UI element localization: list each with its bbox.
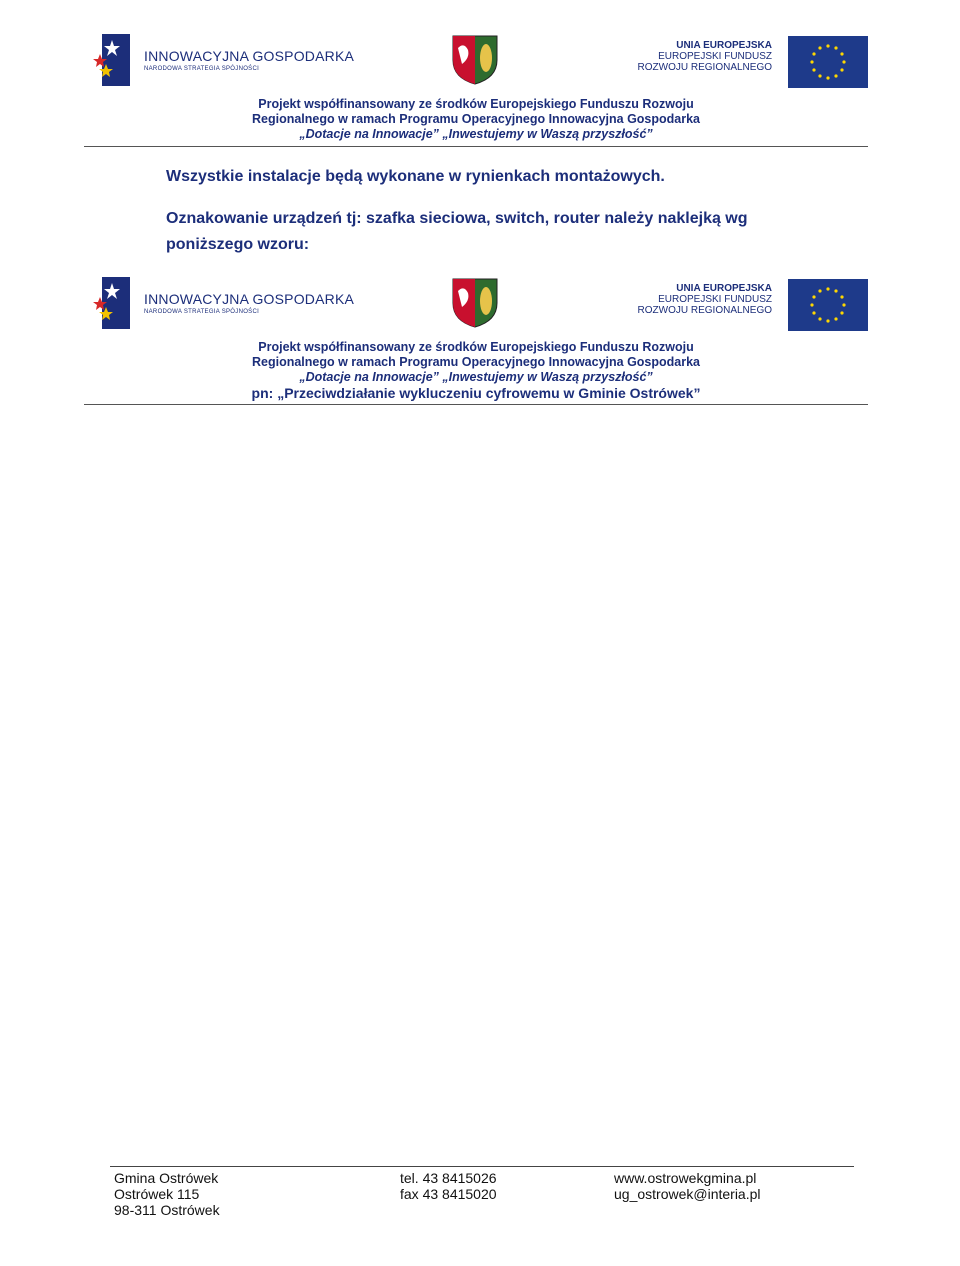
footer-divider <box>110 1166 854 1167</box>
label-divider <box>84 404 868 405</box>
project-info <box>84 97 868 142</box>
footer-web <box>614 1170 761 1202</box>
project-line-2: Regionalnego w ramach Programu Operacyjnego Innowacyjna Gospodarka <box>251 112 701 126</box>
eu-line-3: ROZWOJU REGIONALNEGO <box>637 62 772 73</box>
eu-line-2: EUROPEJSKI FUNDUSZ <box>658 294 772 305</box>
ig-subtitle: NARODOWA STRATEGIA SPÓJNOŚCI <box>144 66 260 72</box>
coat-of-arms-icon <box>450 34 500 86</box>
eu-text <box>638 283 772 316</box>
eu-flag-icon <box>788 279 868 331</box>
coat-of-arms-icon <box>450 277 500 329</box>
paragraph-installations: Wszystkie instalacje będą wykonane w rynienkach montażowych. <box>166 168 665 185</box>
project-info <box>84 340 868 401</box>
ig-title: INNOWACYJNA GOSPODARKA <box>144 291 355 307</box>
footer-address-line-3: 98-311 Ostrówek <box>114 1202 220 1218</box>
eu-line-3: ROZWOJU REGIONALNEGO <box>637 305 772 316</box>
eu-line-2: EUROPEJSKI FUNDUSZ <box>658 51 772 62</box>
label-template <box>84 277 868 407</box>
eu-text <box>638 40 772 73</box>
ig-subtitle: NARODOWA STRATEGIA SPÓJNOŚCI <box>144 309 260 315</box>
footer-fax: fax 43 8415020 <box>400 1186 497 1202</box>
project-name: pn: „Przeciwdziałanie wykluczeniu cyfrowemu w Gminie Ostrówek” <box>251 385 701 401</box>
project-line-1: Projekt współfinansowany ze środków Europejskiego Funduszu Rozwoju <box>258 340 694 354</box>
eu-flag-icon <box>788 36 868 88</box>
footer-website-link[interactable]: www.ostrowekgmina.pl <box>614 1170 757 1186</box>
footer-address-line-2: Ostrówek 115 <box>114 1186 200 1202</box>
project-line-3: „Dotacje na Innowacje” „Inwestujemy w Waszą przyszłość” <box>299 127 653 141</box>
project-line-3: „Dotacje na Innowacje” „Inwestujemy w Waszą przyszłość” <box>299 370 653 384</box>
footer-tel: tel. 43 8415026 <box>400 1170 497 1186</box>
footer-phone <box>400 1170 497 1202</box>
paragraph-labeling-line-2: poniższego wzoru: <box>166 236 310 253</box>
innowacyjna-gospodarka-logo <box>92 277 355 329</box>
project-line-4 <box>84 386 868 401</box>
footer-address-line-1: Gmina Ostrówek <box>114 1170 219 1186</box>
ig-flag-icon <box>92 277 132 329</box>
ig-title: INNOWACYJNA GOSPODARKA <box>144 48 355 64</box>
eu-line-1: UNIA EUROPEJSKA <box>676 40 772 51</box>
letterhead-top <box>84 34 868 154</box>
project-line-2: Regionalnego w ramach Programu Operacyjnego Innowacyjna Gospodarka <box>251 355 701 369</box>
innowacyjna-gospodarka-logo <box>92 34 355 86</box>
eu-line-1: UNIA EUROPEJSKA <box>676 283 772 294</box>
paragraph-labeling-line-1: Oznakowanie urządzeń tj: szafka sieciowa, switch, router należy naklejką wg <box>166 210 748 227</box>
footer-email-link[interactable]: ug_ostrowek@interia.pl <box>614 1186 761 1202</box>
header-divider <box>84 146 868 147</box>
paragraph-labeling <box>166 206 748 258</box>
ig-flag-icon <box>92 34 132 86</box>
footer-address <box>114 1170 220 1218</box>
project-line-1: Projekt współfinansowany ze środków Europejskiego Funduszu Rozwoju <box>258 97 694 111</box>
